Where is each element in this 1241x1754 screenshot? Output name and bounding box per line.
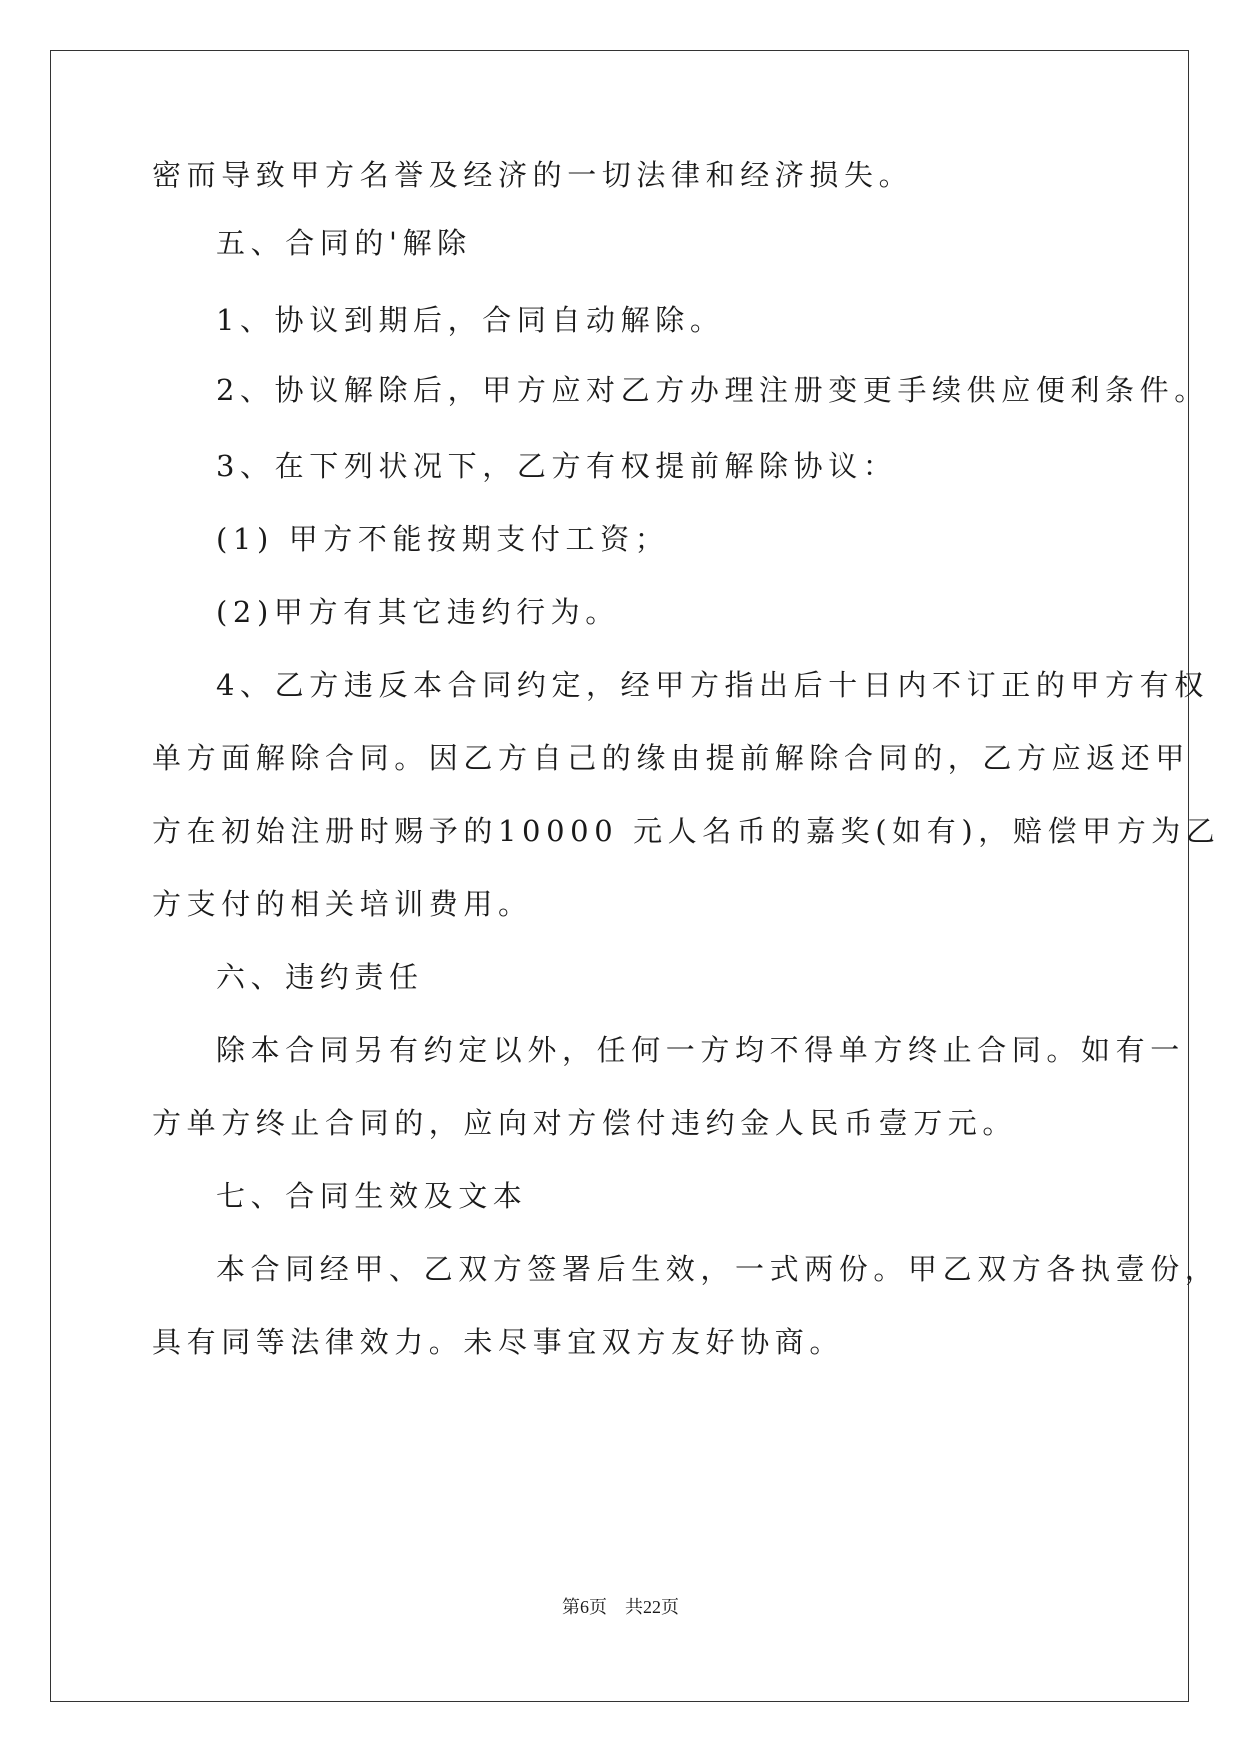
page-border xyxy=(50,50,1189,1702)
page-footer xyxy=(0,1595,1241,1619)
text-line: 密而导致甲方名誉及经济的一切法律和经济损失。 xyxy=(152,158,914,192)
text-line: 方单方终止合同的，应向对方偿付违约金人民币壹万元。 xyxy=(152,1106,1018,1140)
text-line: 3、在下列状况下，乙方有权提前解除协议： xyxy=(216,449,898,483)
page-total: 共22页 xyxy=(625,1597,679,1617)
section-heading: 五、合同的'解除 xyxy=(216,226,472,260)
text-line: (1) 甲方不能按期支付工资； xyxy=(216,522,670,556)
text-line: (2)甲方有其它违约行为。 xyxy=(216,595,620,629)
section-heading: 六、违约责任 xyxy=(216,960,424,994)
text-line: 方在初始注册时赐予的10000 元人名币的嘉奖(如有)，赔偿甲方为乙 xyxy=(152,814,1221,848)
text-line: 1、协议到期后，合同自动解除。 xyxy=(216,303,725,337)
text-line: 2、协议解除后，甲方应对乙方办理注册变更手续供应便利条件。 xyxy=(216,373,1209,407)
page-number: 第6页 xyxy=(562,1597,607,1617)
text-line: 具有同等法律效力。未尽事宜双方友好协商。 xyxy=(152,1325,845,1359)
text-line: 方支付的相关培训费用。 xyxy=(152,887,533,921)
section-heading: 七、合同生效及文本 xyxy=(216,1179,528,1213)
text-line: 本合同经甲、乙双方签署后生效，一式两份。甲乙双方各执壹份， xyxy=(216,1252,1220,1286)
text-line: 除本合同另有约定以外，任何一方均不得单方终止合同。如有一 xyxy=(216,1033,1185,1067)
text-line: 单方面解除合同。因乙方自己的缘由提前解除合同的，乙方应返还甲 xyxy=(152,741,1191,775)
text-line: 4、乙方违反本合同约定，经甲方指出后十日内不订正的甲方有权 xyxy=(216,668,1209,702)
